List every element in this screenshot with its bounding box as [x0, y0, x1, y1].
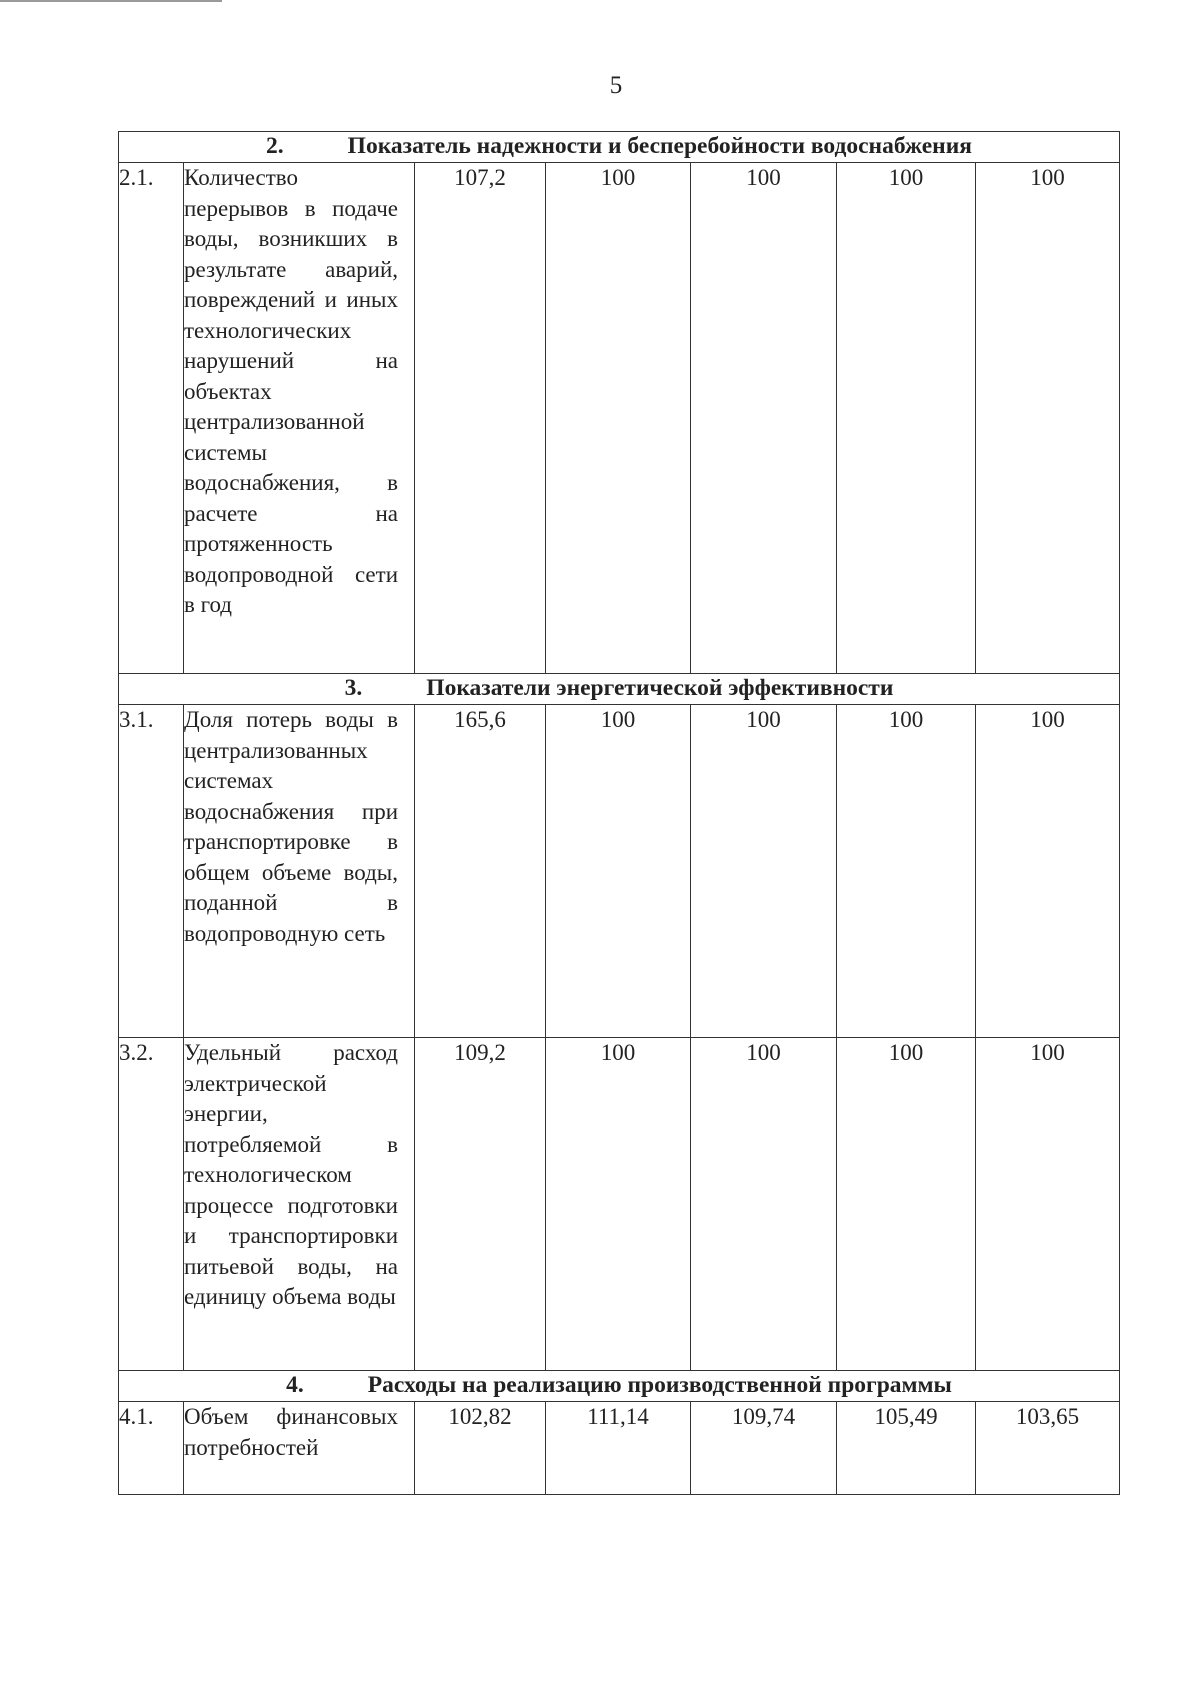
value-cell: 111,14 — [546, 1402, 691, 1495]
row-number: 3.1. — [119, 705, 184, 1038]
value-cell: 109,74 — [691, 1402, 837, 1495]
value-cell: 109,2 — [415, 1038, 546, 1371]
value-cell: 100 — [976, 163, 1120, 674]
section-header — [119, 674, 1120, 705]
section-header — [119, 1371, 1120, 1402]
section-number: 3. — [344, 675, 363, 701]
indicator-name — [184, 1038, 415, 1371]
section-title: Показатели энергетической эффективности — [426, 675, 894, 701]
value-cell: 100 — [546, 705, 691, 1038]
table-row — [119, 1038, 1120, 1371]
value-cell: 103,65 — [976, 1402, 1120, 1495]
indicator-name-text: Доля потерь воды в централизованных системах водоснабжения при транспортировке в общем объеме воды, поданной в водопроводную сеть — [184, 707, 398, 946]
value-cell: 100 — [546, 1038, 691, 1371]
value-cell: 105,49 — [837, 1402, 976, 1495]
section-header-row — [119, 1371, 1120, 1402]
value-cell: 165,6 — [415, 705, 546, 1038]
table-row — [119, 163, 1120, 674]
row-number: 3.2. — [119, 1038, 184, 1371]
table-row — [119, 705, 1120, 1038]
indicator-name — [184, 705, 415, 1038]
indicator-name-text: Объем финансовых потребностей — [184, 1404, 398, 1460]
value-cell: 102,82 — [415, 1402, 546, 1495]
indicators-table — [118, 131, 1120, 1495]
value-cell: 100 — [837, 1038, 976, 1371]
value-cell: 100 — [976, 705, 1120, 1038]
row-number: 2.1. — [119, 163, 184, 674]
row-number: 4.1. — [119, 1402, 184, 1495]
value-cell: 100 — [976, 1038, 1120, 1371]
value-cell: 100 — [691, 1038, 837, 1371]
scan-edge-mark — [0, 0, 222, 2]
indicator-name-text: Удельный расход электрической энергии, потребляемой в технологическом процессе подготовки и транспортировки питьевой воды, на единицу объема воды — [184, 1040, 398, 1309]
indicator-name-text: Количество перерывов в подаче воды, возникших в результате аварий, повреждений и иных технологических нарушений на объектах централизованной системы водоснабжения, в расчете на протяженность водопроводной сети в год — [184, 165, 398, 617]
section-number: 2. — [266, 133, 284, 159]
indicator-name — [184, 163, 415, 674]
section-title: Расходы на реализацию производственной программы — [367, 1372, 952, 1398]
value-cell: 100 — [691, 163, 837, 674]
section-header — [119, 132, 1120, 163]
value-cell: 100 — [691, 705, 837, 1038]
value-cell: 107,2 — [415, 163, 546, 674]
section-header-row — [119, 132, 1120, 163]
section-title: Показатель надежности и бесперебойности водоснабжения — [347, 133, 972, 159]
value-cell: 100 — [837, 705, 976, 1038]
page-number: 5 — [609, 72, 623, 99]
table-row — [119, 1402, 1120, 1495]
section-number: 4. — [286, 1372, 304, 1398]
indicator-name — [184, 1402, 415, 1495]
section-header-row — [119, 674, 1120, 705]
value-cell: 100 — [837, 163, 976, 674]
value-cell: 100 — [546, 163, 691, 674]
